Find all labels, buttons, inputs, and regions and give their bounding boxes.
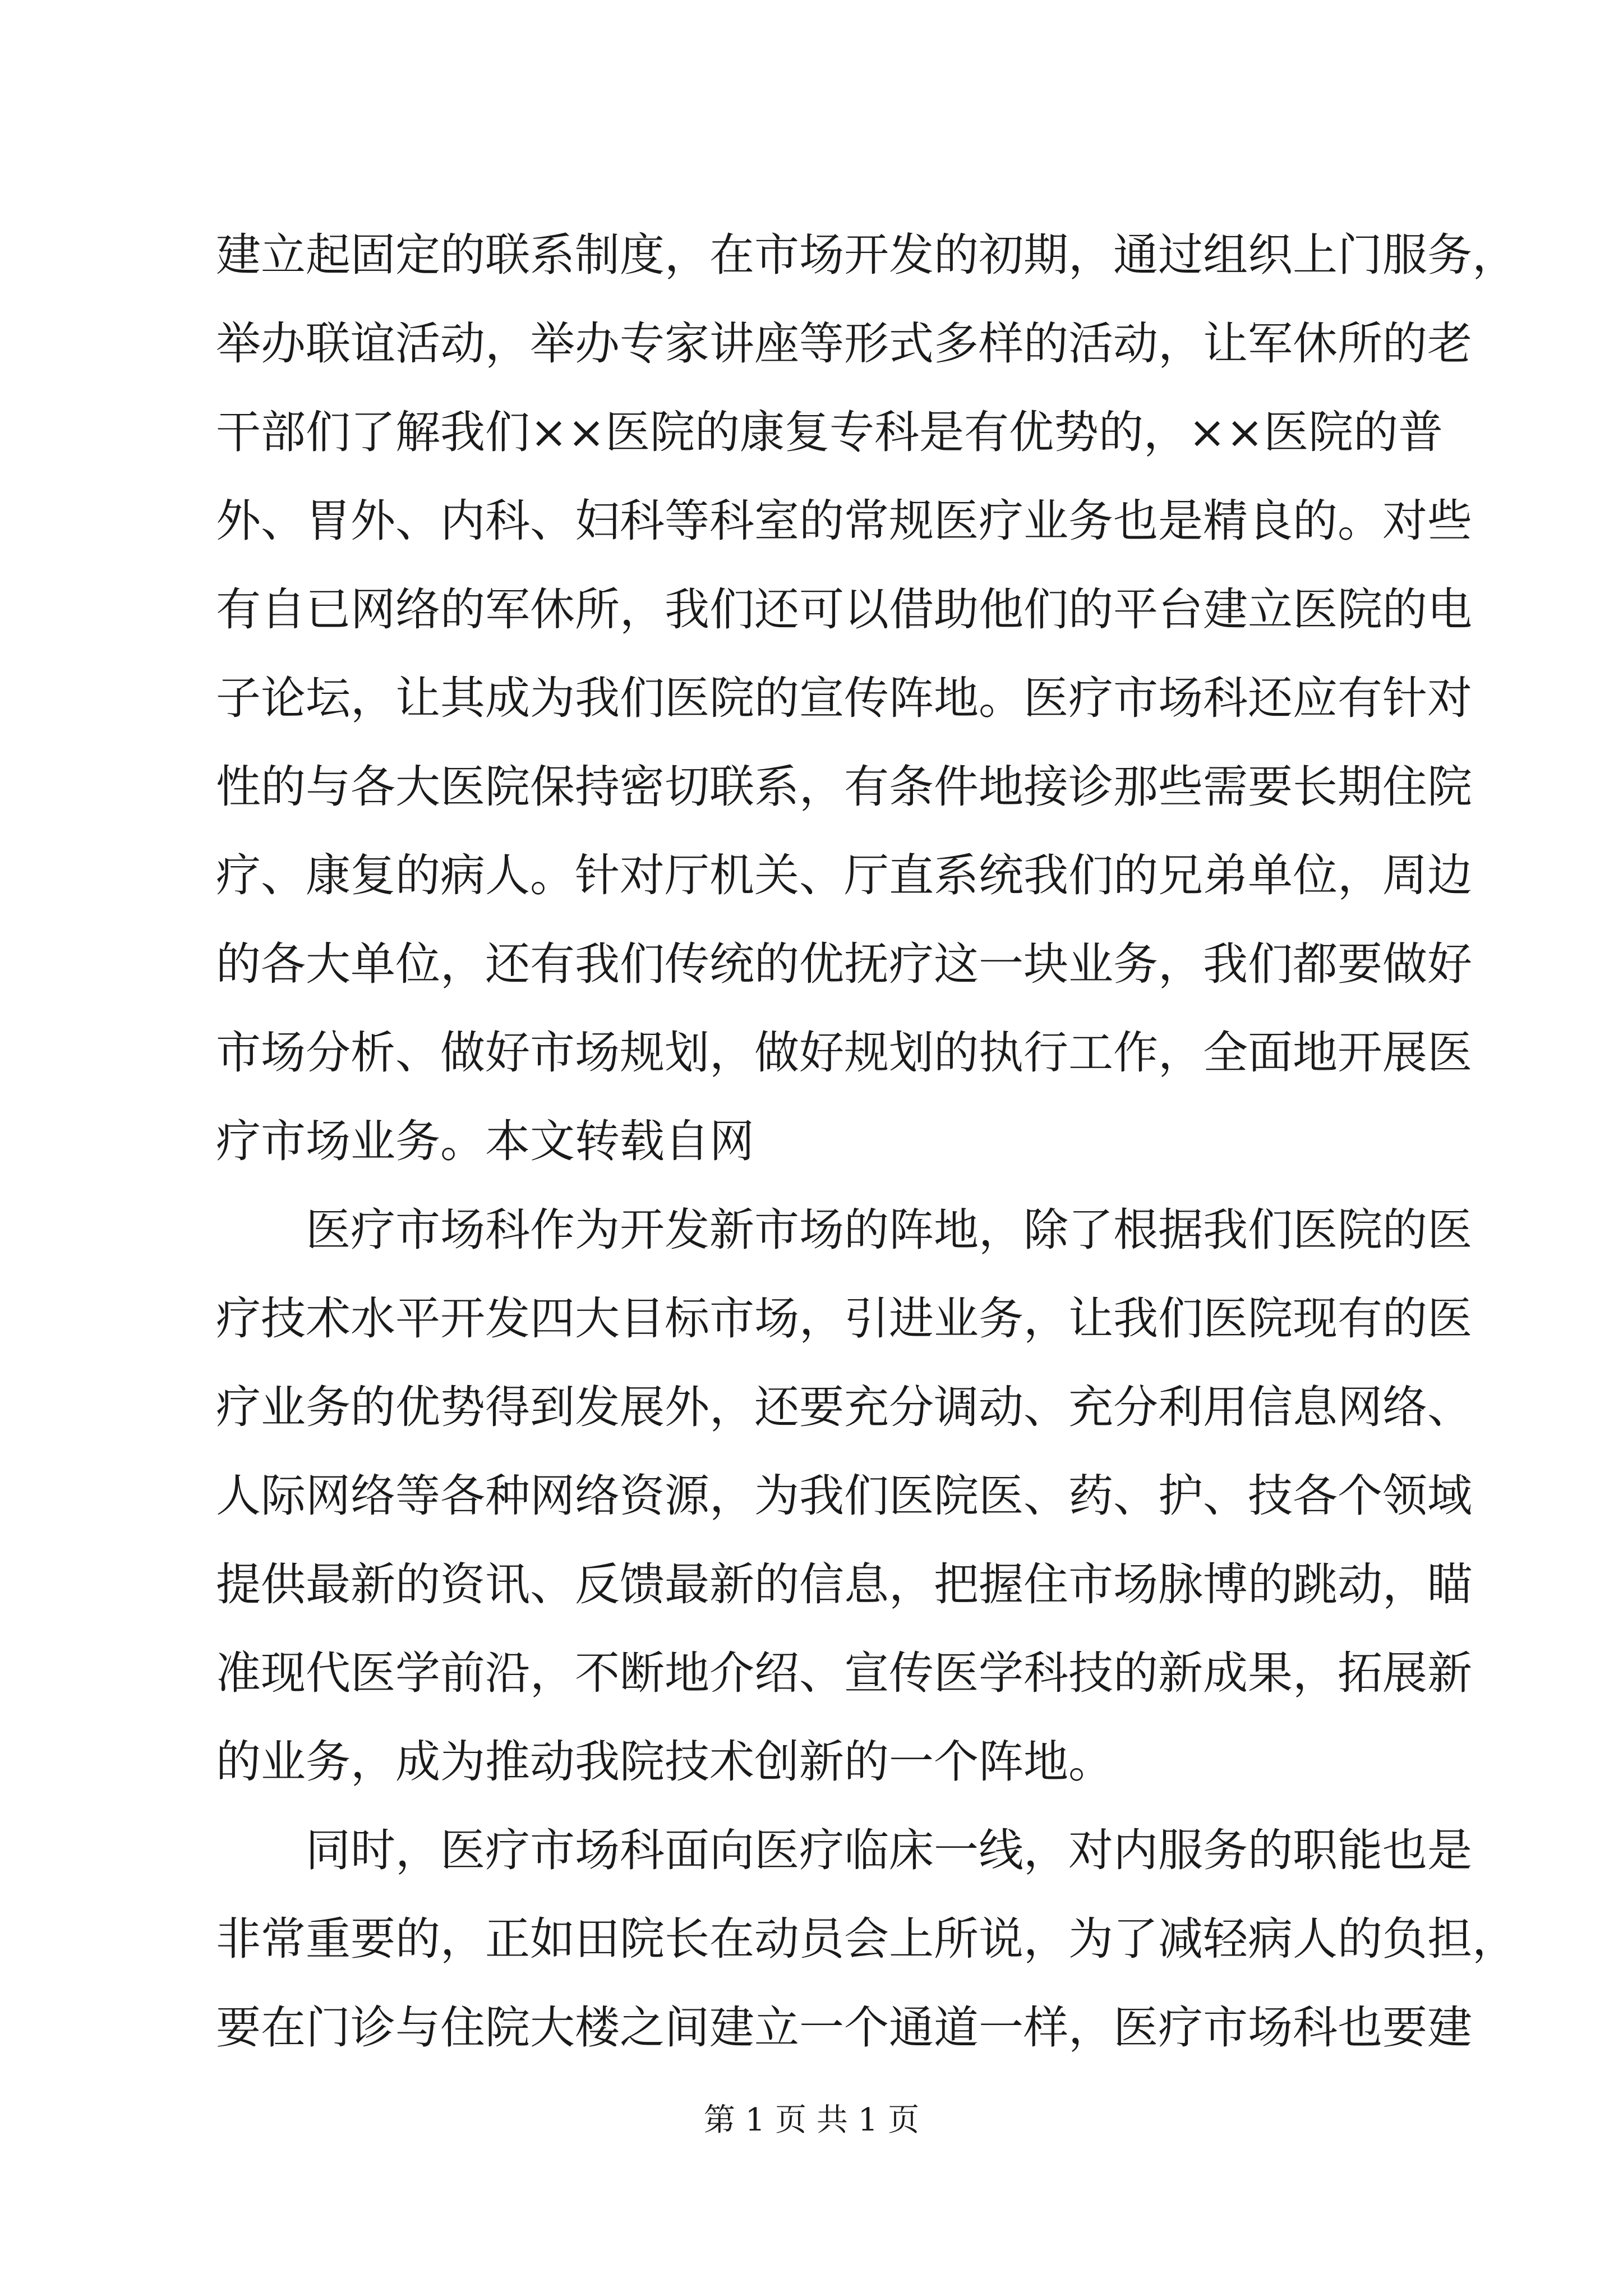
text-line: 干部们了解我们××医院的康复专科是有优势的，××医院的普 — [216, 406, 1444, 458]
text-line: 外、胃外、内科、妇科等科室的常规医疗业务也是精良的。对些 — [216, 495, 1472, 547]
text-line: 准现代医学前沿，不断地介绍、宣传医学科技的新成果，拓展新 — [216, 1647, 1472, 1699]
page-number-footer: 第 1 页 共 1 页 — [703, 2102, 920, 2138]
text-line: 非常重要的，正如田院长在动员会上所说，为了减轻病人的负担， — [216, 1913, 1517, 1965]
text-line: 要在门诊与住院大楼之间建立一个通道一样，医疗市场科也要建 — [216, 2001, 1472, 2054]
text-line: 的业务，成为推动我院技术创新的一个阵地。 — [216, 1736, 1113, 1788]
text-line: 疗业务的优势得到发展外，还要充分调动、充分利用信息网络、 — [216, 1381, 1472, 1433]
paragraph-first-line: 医疗市场科作为开发新市场的阵地，除了根据我们医院的医 — [306, 1204, 1472, 1256]
text-line: 人际网络等各种网络资源，为我们医院医、药、护、技各个领域 — [216, 1470, 1472, 1522]
text-line: 市场分析、做好市场规划，做好规划的执行工作，全面地开展医 — [216, 1027, 1472, 1079]
text-line: 有自已网络的军休所，我们还可以借助他们的平台建立医院的电 — [216, 583, 1472, 636]
text-line: 提供最新的资讯、反馈最新的信息，把握住市场脉博的跳动，瞄 — [216, 1558, 1472, 1611]
text-line: 性的与各大医院保持密切联系，有条件地接诊那些需要长期住院 — [216, 761, 1472, 813]
text-line: 的各大单位，还有我们传统的优抚疗这一块业务，我们都要做好 — [216, 938, 1472, 990]
text-line: 疗技术水平开发四大目标市场，引进业务，让我们医院现有的医 — [216, 1292, 1472, 1345]
paragraph-first-line: 同时，医疗市场科面向医疗临床一线，对内服务的职能也是 — [306, 1824, 1472, 1876]
text-line: 举办联谊活动，举办专家讲座等形式多样的活动，让军休所的老 — [216, 318, 1472, 370]
text-line: 疗市场业务。本文转载自网 — [216, 1115, 754, 1167]
text-line: 子论坛，让其成为我们医院的宣传阵地。医疗市场科还应有针对 — [216, 672, 1472, 724]
text-line: 建立起固定的联系制度，在市场开发的初期，通过组织上门服务， — [216, 229, 1517, 281]
text-line: 疗、康复的病人。针对厅机关、厅直系统我们的兄弟单位，周边 — [216, 849, 1472, 901]
